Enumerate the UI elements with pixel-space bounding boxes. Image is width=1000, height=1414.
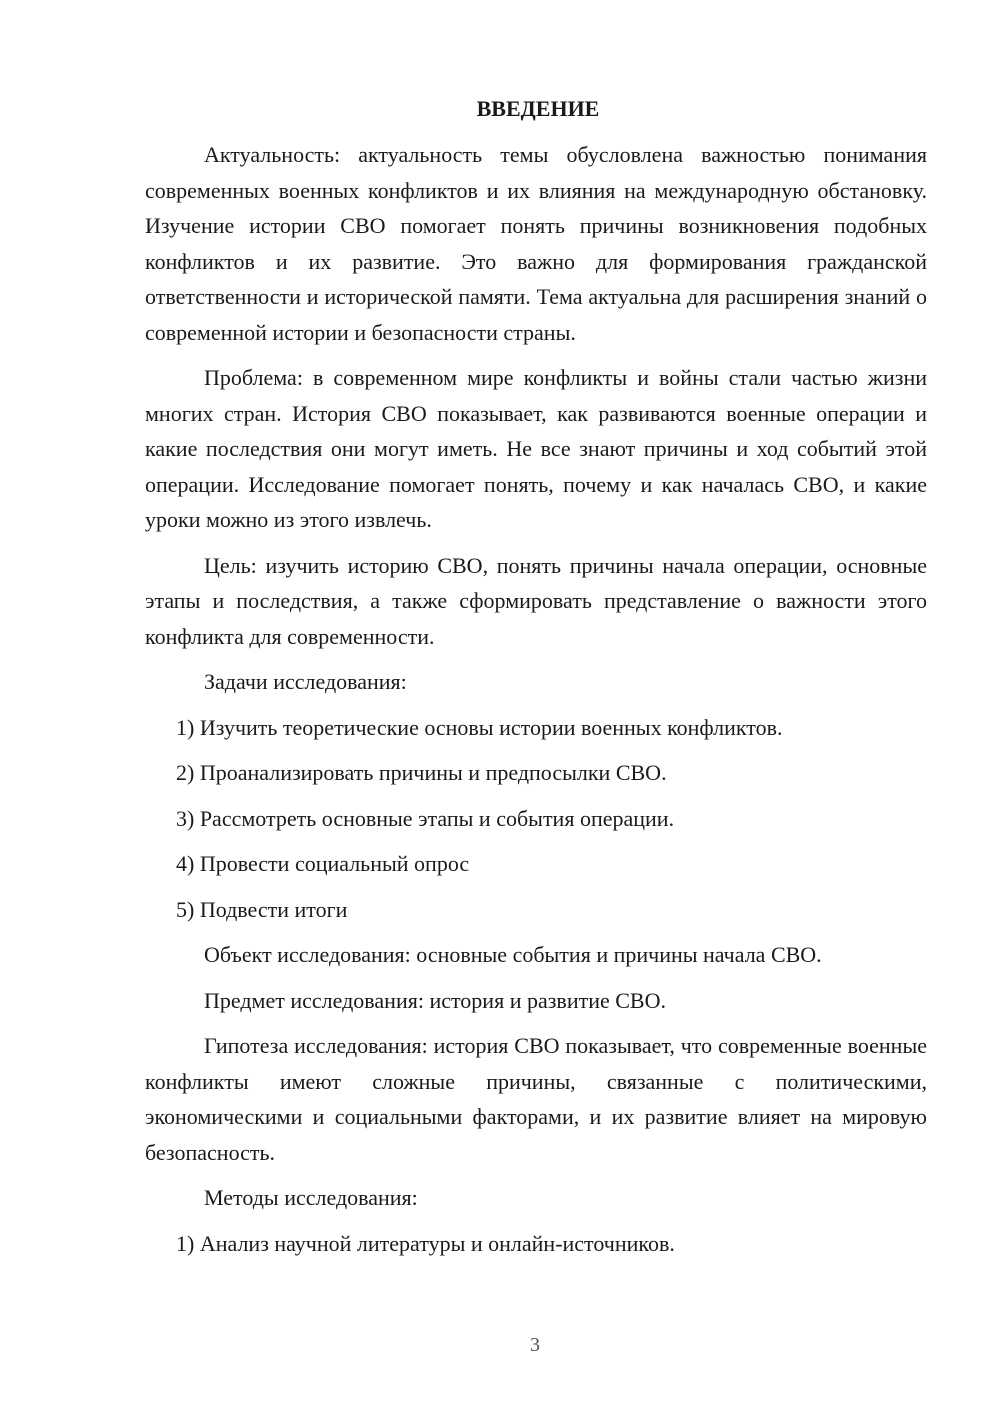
- object-paragraph: Объект исследования: основные события и причины начала СВО.: [204, 942, 822, 967]
- problem-paragraph: Проблема: в современном мире конфликты и войны стали частью жизни многих стран. История СВО показывает, как развиваются военные операции и какие последствия они могут иметь. Не все знают причины и ход событий этой операции. Исследование помогает понять, почему и как началась СВО, и какие уроки можно из этого извлечь.: [145, 365, 927, 532]
- page-number: 3: [530, 1334, 540, 1356]
- list-item-task-1: 1) Изучить теоретические основы истории военных конфликтов.: [176, 714, 783, 740]
- goal-paragraph: Цель: изучить историю СВО, понять причины начала операции, основные этапы и последствия, а также сформировать представление о важности этого конфликта для современности.: [145, 552, 927, 649]
- list-item-task-5: 5) Подвести итоги: [176, 896, 348, 922]
- methods-heading: Методы исследования:: [204, 1185, 418, 1210]
- hypothesis-paragraph: Гипотеза исследования: история СВО показывает, что современные военные конфликты имеют сложные причины, связанные с политическими, экономическими и социальными факторами, и их развитие влияет на мировую безопасность.: [145, 1033, 927, 1165]
- section-title: ВВЕДЕНИЕ: [476, 96, 600, 121]
- tasks-list: [145, 710, 927, 928]
- list-item-task-4: 4) Провести социальный опрос: [176, 851, 470, 876]
- list-item-task-3: 3) Рассмотреть основные этапы и события операции.: [176, 805, 675, 831]
- tasks-heading: Задачи исследования:: [204, 669, 407, 694]
- page-content: [145, 94, 927, 1271]
- methods-list: [145, 1226, 927, 1262]
- relevance-paragraph: Актуальность: актуальность темы обусловлена важностью понимания современных военных конфликтов и их влияния на международную обстановку. Изучение истории СВО помогает понять причины возникновения подобных конфликтов и их развитие. Это важно для формирования гражданской ответственности и исторической памяти. Тема актуальна для расширения знаний о современной истории и безопасности страны.: [145, 142, 927, 345]
- subject-paragraph: Предмет исследования: история и развитие СВО.: [204, 987, 666, 1013]
- list-item-task-2: 2) Проанализировать причины и предпосылки СВО.: [176, 760, 667, 785]
- list-item-method-1: 1) Анализ научной литературы и онлайн-источников.: [176, 1230, 675, 1256]
